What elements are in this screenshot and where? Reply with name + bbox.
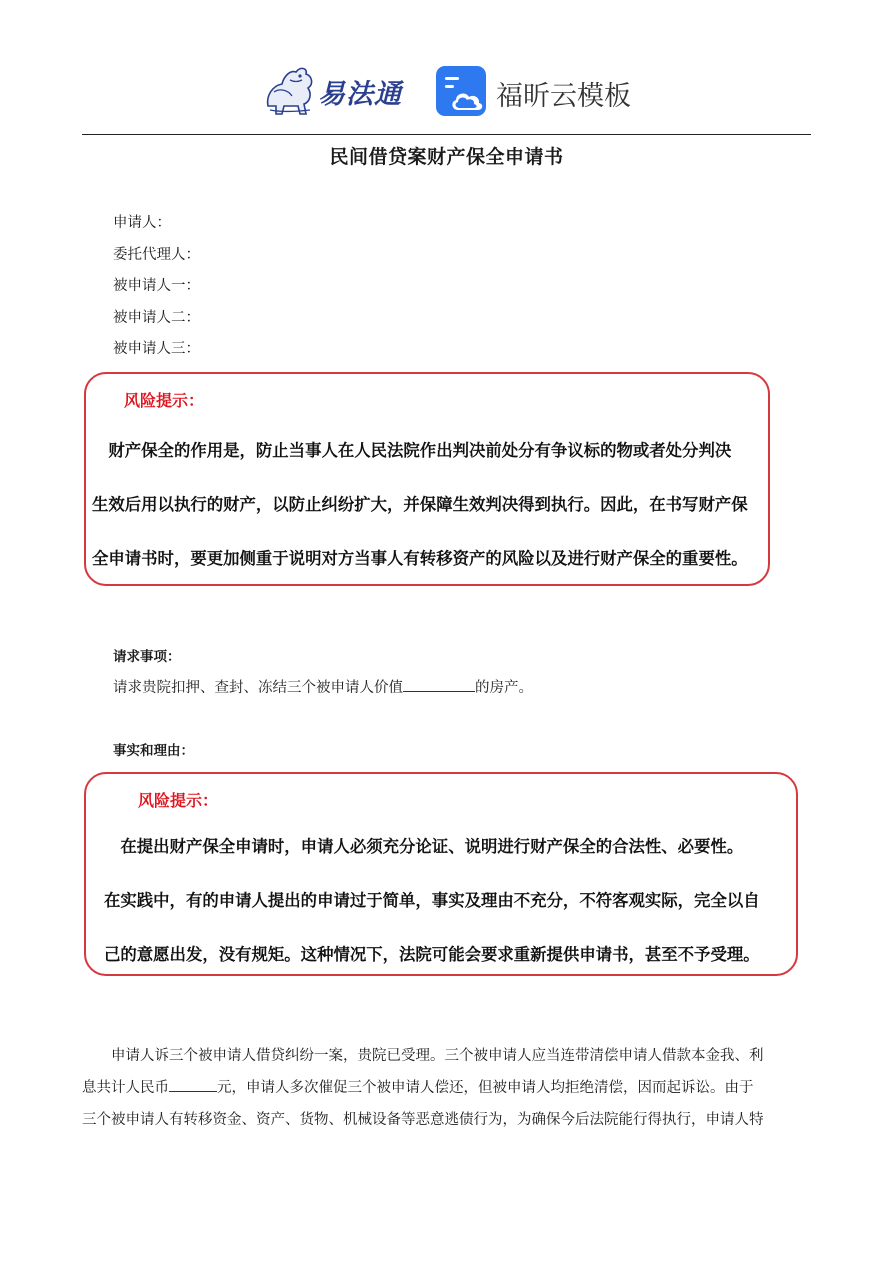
claims-heading: 请求事项： bbox=[113, 649, 181, 665]
risk-notice-body bbox=[92, 424, 748, 586]
risk-notice-body bbox=[104, 820, 760, 982]
facts-paragraph bbox=[82, 1040, 812, 1136]
risk-notice-line: 财产保全的作用是，防止当事人在人民法院作出判决前处分有争议标的物或者处分判决 bbox=[92, 441, 732, 460]
risk-notice-title: 风险提示： bbox=[124, 391, 205, 410]
claims-text bbox=[113, 676, 533, 697]
facts-line2-before: 息共计人民币 bbox=[82, 1080, 169, 1096]
header-logos bbox=[0, 58, 893, 120]
risk-notice-line: 己的意愿出发，没有规矩。这种情况下，法院可能会要求重新提供申请书，甚至不予受理。 bbox=[104, 945, 760, 964]
claims-text-before: 请求贵院扣押、查封、冻结三个被申请人价值 bbox=[113, 680, 403, 696]
facts-line2-after: 元，申请人多次催促三个被申请人偿还，但被申请人均拒绝清偿，因而起诉讼。由于 bbox=[217, 1080, 754, 1096]
facts-line: 三个被申请人有转移资金、资产、货物、机械设备等恶意逃债行为，为确保今后法院能行得执行，申请人特 bbox=[82, 1112, 764, 1128]
yifatong-brand-text: 易法通 bbox=[318, 79, 402, 110]
risk-notice-line: 全申请书时，要更加侧重于说明对方当事人有转移资产的风险以及进行财产保全的重要性。 bbox=[92, 549, 748, 568]
party-applicant: 申请人： bbox=[113, 215, 171, 231]
facts-line bbox=[82, 1072, 812, 1104]
risk-notice-box bbox=[84, 772, 798, 976]
cloud-document-icon bbox=[436, 66, 488, 118]
party-respondent-2: 被申请人二： bbox=[113, 309, 200, 326]
document-title: 民间借贷案财产保全申请书 bbox=[329, 146, 564, 168]
party-respondent-1: 被申请人一： bbox=[113, 278, 200, 294]
fuxin-logo bbox=[436, 64, 636, 120]
yifatong-logo bbox=[262, 62, 414, 118]
facts-line: 申请人诉三个被申请人借贷纠纷一案，贵院已受理。三个被申请人应当连带清偿申请人借款本金我、利 bbox=[82, 1048, 764, 1064]
claims-text-after: 的房产。 bbox=[475, 680, 533, 696]
party-agent: 委托代理人： bbox=[113, 246, 200, 263]
risk-notice-line: 生效后用以执行的财产，以防止纠纷扩大，并保障生效判决得到执行。因此，在书写财产保 bbox=[92, 495, 748, 514]
risk-notice-line: 在实践中，有的申请人提出的申请过于简单，事实及理由不充分，不符客观实际，完全以自 bbox=[104, 891, 760, 910]
facts-heading: 事实和理由： bbox=[113, 743, 194, 759]
fuxin-brand-text: 福昕云模板 bbox=[496, 81, 631, 112]
party-respondent-3: 被申请人三： bbox=[113, 341, 200, 357]
amount-blank[interactable] bbox=[169, 1077, 217, 1092]
qilin-mascot-icon bbox=[262, 62, 320, 118]
risk-notice-title: 风险提示： bbox=[138, 791, 219, 810]
header-divider bbox=[82, 134, 811, 135]
party-list bbox=[113, 208, 200, 366]
risk-notice-box bbox=[84, 372, 770, 586]
risk-notice-line: 在提出财产保全申请时，申请人必须充分论证、说明进行财产保全的合法性、必要性。 bbox=[104, 837, 744, 856]
value-blank[interactable] bbox=[403, 677, 475, 692]
